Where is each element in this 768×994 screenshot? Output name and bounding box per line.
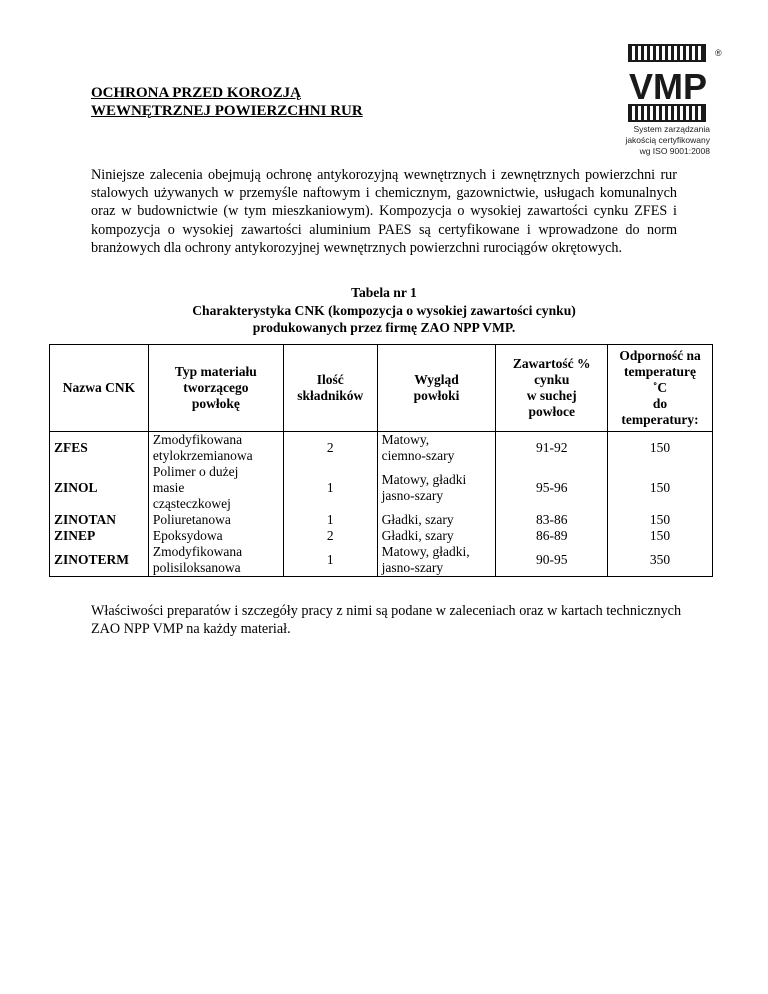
cell-name [50, 432, 149, 465]
cell-appearance [377, 544, 496, 577]
cell-line: jasno-szary [381, 560, 444, 575]
cell-line: Matowy, gładki [381, 472, 467, 487]
cell-line: 2 [326, 440, 334, 455]
header-zinc [496, 345, 608, 432]
cell-components [283, 544, 377, 577]
cell-line: 150 [649, 440, 671, 455]
cell-appearance [377, 464, 496, 512]
cell-line: 83-86 [535, 512, 568, 527]
cell-components [283, 512, 377, 544]
cell-line: 150 [649, 528, 671, 543]
header-line: powłokę [191, 396, 240, 411]
cell-line: 350 [649, 552, 671, 567]
cell-name [50, 464, 149, 512]
cell-temp [608, 512, 713, 544]
cell-line: 95-96 [535, 480, 568, 495]
table-caption: Tabela nr 1 Charakterystyka CNK (kompozycja o wysokiej zawartości cynku) produkowanych przez firmę ZAO NPP VMP. [192, 285, 576, 335]
cell-temp [608, 432, 713, 465]
cell-type [148, 544, 283, 577]
cell-line: ciemno-szary [381, 448, 455, 463]
cell-line: ZFES [54, 440, 88, 455]
title-line-1: OCHRONA PRZED KOROZJĄ [91, 85, 302, 101]
header-line: temperaturę [624, 364, 697, 379]
cell-line: Poliuretanowa [152, 512, 231, 527]
cell-line: 1 [326, 480, 334, 495]
header-line: powłoce [528, 404, 575, 419]
registered-mark: ® [715, 48, 722, 58]
table-row [50, 512, 713, 544]
header-line: ˚C [652, 380, 668, 395]
cnk-table [49, 344, 713, 577]
cell-zinc [496, 544, 608, 577]
cell-components [283, 432, 377, 465]
cell-temp [608, 544, 713, 577]
cell-line: 86-89 [535, 528, 568, 543]
cell-appearance [377, 432, 496, 465]
table-row [50, 544, 713, 577]
cell-appearance [377, 512, 496, 544]
cell-line: 2 [326, 528, 334, 543]
cell-line: 90-95 [535, 552, 568, 567]
header-line: temperatury: [621, 412, 699, 427]
cell-zinc [496, 512, 608, 544]
certification-text: System zarządzania jakością certyfikowany wg ISO 9001:2008 [625, 124, 710, 156]
header-line: cynku [534, 372, 570, 387]
footer-note: Właściwości preparatów i szczegóły pracy z nimi są podane w zaleceniach oraz w kartach technicznych ZAO NPP VMP na każdy materiał. [91, 603, 682, 637]
header-type [148, 345, 283, 432]
table-header-row [50, 345, 713, 432]
cell-line: cząsteczkowej [152, 496, 231, 511]
cell-line: jasno-szary [381, 488, 444, 503]
cell-line: 91-92 [535, 440, 568, 455]
cell-temp [608, 464, 713, 512]
cell-line: Zmodyfikowana [152, 432, 243, 447]
title-line-2: WEWNĘTRZNEJ POWIERZCHNI RUR [91, 103, 363, 119]
header-line: do [652, 396, 668, 411]
cell-line: etylokrzemianowa [152, 448, 253, 463]
cell-line: Matowy, gładki, [381, 544, 470, 559]
cell-line: ZINEP [54, 528, 96, 543]
cell-line: Zmodyfikowana [152, 544, 243, 559]
cell-name [50, 512, 149, 544]
cell-line: Epoksydowa [152, 528, 223, 543]
cell-type [148, 512, 283, 544]
cell-line: ZINOTAN [54, 512, 117, 527]
cell-line: Gładki, szary [381, 512, 454, 527]
intro-paragraph: Niniejsze zalecenia obejmują ochronę antykorozyjną wewnętrznych i zewnętrznych powierzchni rur stalowych używanych w przemyśle naftowym i chemicznym, gazownictwie, usługach komunalnych oraz w budownictwie (w tym mieszkaniowym). Kompozycja o wysokiej zawartości cynku ZFES i kompozycja o wysokiej zawartości aluminium PAES są certyfikowane i wprowadzone do norm branżowych dla ochrony antykorozyjnej wewnętrznych powierzchni rurociągów okrętowych. [91, 167, 677, 256]
header-line: w suchej [526, 388, 577, 403]
cell-line: ZINOL [54, 480, 98, 495]
header-line: Nazwa CNK [62, 380, 136, 395]
cell-line: polisiloksanowa [152, 560, 241, 575]
header-temp [608, 345, 713, 432]
header-line: składników [297, 388, 364, 403]
header-line: Zawartość % [512, 356, 591, 371]
cell-line: 150 [649, 512, 671, 527]
header-line: powłoki [413, 388, 460, 403]
cell-line: 1 [326, 552, 334, 567]
cell-line: 150 [649, 480, 671, 495]
logo-brand: VMP [628, 66, 708, 107]
cell-type [148, 432, 283, 465]
cell-line: Gładki, szary [381, 528, 454, 543]
header-name [50, 345, 149, 432]
header-line: tworzącego [183, 380, 249, 395]
cell-components [283, 464, 377, 512]
cell-line: ZINOTERM [54, 552, 130, 567]
cell-zinc [496, 464, 608, 512]
cell-line: 1 [326, 512, 334, 527]
page-title [91, 84, 363, 120]
header-line: Wygląd [414, 372, 459, 387]
header-components [283, 345, 377, 432]
vmp-logo [622, 44, 722, 186]
cell-line: masie [152, 480, 185, 495]
cell-line: Polimer o dużej [152, 464, 239, 479]
cell-line: Matowy, [381, 432, 430, 447]
table-row [50, 464, 713, 512]
cell-zinc [496, 432, 608, 465]
table-body [50, 432, 713, 577]
header-line: Ilość [316, 372, 344, 387]
cell-name [50, 544, 149, 577]
table-row [50, 432, 713, 465]
header-appearance [377, 345, 496, 432]
cell-type [148, 464, 283, 512]
header-line: Typ materiału [174, 364, 257, 379]
header-line: Odporność na [619, 348, 701, 363]
